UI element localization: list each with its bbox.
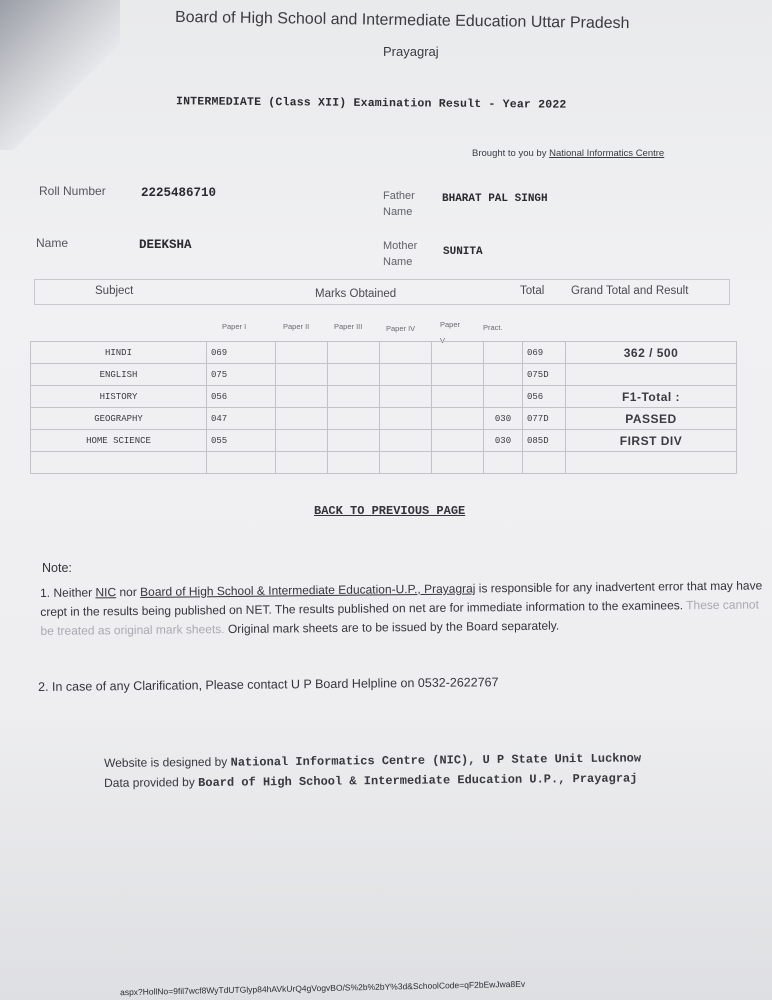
subject-cell: HINDI: [31, 342, 207, 364]
roll-number-value: 2225486710: [141, 186, 217, 200]
table-row-empty: [31, 452, 737, 474]
paper5-cell: [432, 430, 484, 452]
note-1-text-d: Original mark sheets are to be issued by the Board separately.: [224, 618, 560, 637]
board-link-note[interactable]: Board of High School & Intermediate Education-U.P., Prayagraj: [140, 581, 476, 599]
nic-link-note[interactable]: NIC: [95, 585, 117, 600]
footer-line-2-bold: Board of High School & Intermediate Education U.P., Prayagraj: [198, 771, 638, 791]
total-cell: 069: [523, 342, 566, 364]
total-cell: 077D: [523, 408, 566, 430]
practical-header: Pract.: [483, 323, 503, 332]
brought-by-prefix: Brought to you by: [472, 148, 547, 159]
paper5-header: Paper V: [440, 320, 461, 345]
grand-total-cell: F1-Total :: [566, 386, 737, 408]
footer-line-1-bold: National Informatics Centre (NIC), U P State Unit Lucknow: [230, 751, 642, 770]
empty-cell: [566, 452, 737, 474]
table-row: [31, 342, 737, 364]
subject-cell: ENGLISH: [31, 364, 207, 386]
paper4-cell: [380, 386, 432, 408]
total-header: Total: [520, 285, 545, 297]
paper4-cell: [380, 408, 432, 430]
note-1-text-b: nor: [116, 584, 141, 600]
paper2-cell: [276, 364, 328, 386]
paper2-cell: [276, 386, 328, 408]
paper4-cell: [380, 430, 432, 452]
footer-line-1: [104, 750, 641, 771]
grand-total-cell: FIRST DIV: [566, 430, 737, 452]
exam-title: INTERMEDIATE (Class XII) Examination Result - Year 2022: [175, 95, 567, 112]
nic-link[interactable]: National Informatics Centre: [549, 148, 665, 159]
father-name-label: Father Name: [383, 190, 415, 218]
subject-cell: HOME SCIENCE: [31, 430, 207, 452]
paper1-cell: 056: [207, 386, 276, 408]
note-1-faded-text: These cannot be treated as original mark sheets.: [40, 597, 759, 638]
note-heading: Note:: [42, 561, 72, 575]
table-row: [31, 386, 737, 408]
board-city: Prayagraj: [383, 44, 439, 59]
grand-total-cell: [566, 364, 737, 386]
footer-line-2: [104, 770, 637, 791]
paper3-cell: [328, 408, 380, 430]
roll-number-label: Roll Number: [39, 184, 106, 198]
paper3-cell: [328, 364, 380, 386]
paper2-header: Paper II: [283, 322, 310, 331]
empty-cell: [484, 452, 523, 474]
practical-cell: 030: [484, 430, 523, 452]
paper3-cell: [328, 386, 380, 408]
mother-name-label: Mother Name: [383, 240, 418, 268]
paper2-cell: [276, 408, 328, 430]
marks-table: [30, 341, 737, 474]
page-url-footer: aspx?HollNo=9fil7wcf8WyTdUTGlyp84hAVkUrQ4gVogvBO/S%2b%2bY%3d&SchoolCode=qF2bEwJwa8Ev: [119, 978, 526, 998]
note-1-text-a: 1. Neither: [40, 585, 96, 600]
practical-cell: [484, 342, 523, 364]
empty-cell: [328, 452, 380, 474]
total-cell: 075D: [523, 364, 566, 386]
back-to-previous-page-link[interactable]: BACK TO PREVIOUS PAGE: [314, 504, 466, 518]
grand-total-cell: 362 / 500: [566, 342, 737, 364]
table-row: [31, 364, 737, 386]
note-1-text-c: is responsible for any inadvertent error that may have crept in the results being published on NET. The results published on net are for immediate information to the examinees.: [40, 578, 763, 619]
empty-cell: [207, 452, 276, 474]
table-row: [31, 430, 737, 452]
practical-cell: [484, 386, 523, 408]
marks-obtained-header: Marks Obtained: [315, 288, 397, 300]
paper2-cell: [276, 430, 328, 452]
paper5-cell: [432, 364, 484, 386]
brought-by: [472, 148, 664, 159]
grand-total-header: Grand Total and Result: [571, 285, 689, 297]
subject-cell: GEOGRAPHY: [31, 408, 207, 430]
note-1: [40, 576, 765, 641]
grand-total-cell: PASSED: [566, 408, 737, 430]
footer-line-1-prefix: Website is designed by: [104, 754, 231, 770]
paper3-header: Paper III: [334, 322, 363, 331]
page-fold-corner: [0, 0, 120, 150]
paper5-cell: [432, 408, 484, 430]
paper1-header: Paper I: [222, 322, 247, 331]
paper4-header: Paper IV: [386, 324, 416, 333]
empty-cell: [523, 452, 566, 474]
paper1-cell: 055: [207, 430, 276, 452]
paper5-cell: [432, 386, 484, 408]
total-cell: 056: [523, 386, 566, 408]
empty-cell: [276, 452, 328, 474]
father-name-value: BHARAT PAL SINGH: [442, 193, 548, 205]
subject-cell: HISTORY: [31, 386, 207, 408]
marks-table-header: [34, 279, 730, 305]
practical-cell: 030: [484, 408, 523, 430]
board-title: Board of High School and Intermediate Education Uttar Pradesh: [174, 8, 630, 33]
note-2: 2. In case of any Clarification, Please contact U P Board Helpline on 0532-2622767: [38, 675, 499, 694]
name-value: DEEKSHA: [139, 238, 192, 252]
paper2-cell: [276, 342, 328, 364]
total-cell: 085D: [523, 430, 566, 452]
paper1-cell: 075: [207, 364, 276, 386]
empty-cell: [432, 452, 484, 474]
practical-cell: [484, 364, 523, 386]
paper3-cell: [328, 342, 380, 364]
paper1-cell: 047: [207, 408, 276, 430]
name-label: Name: [36, 236, 69, 250]
empty-cell: [380, 452, 432, 474]
mother-name-value: SUNITA: [443, 246, 483, 258]
empty-cell: [31, 452, 207, 474]
paper4-cell: [380, 364, 432, 386]
paper5-cell: [432, 342, 484, 364]
paper4-cell: [380, 342, 432, 364]
footer-line-2-prefix: Data provided by: [104, 775, 199, 790]
paper1-cell: 069: [207, 342, 276, 364]
paper3-cell: [328, 430, 380, 452]
subject-header: Subject: [95, 285, 134, 297]
table-row: [31, 408, 737, 430]
